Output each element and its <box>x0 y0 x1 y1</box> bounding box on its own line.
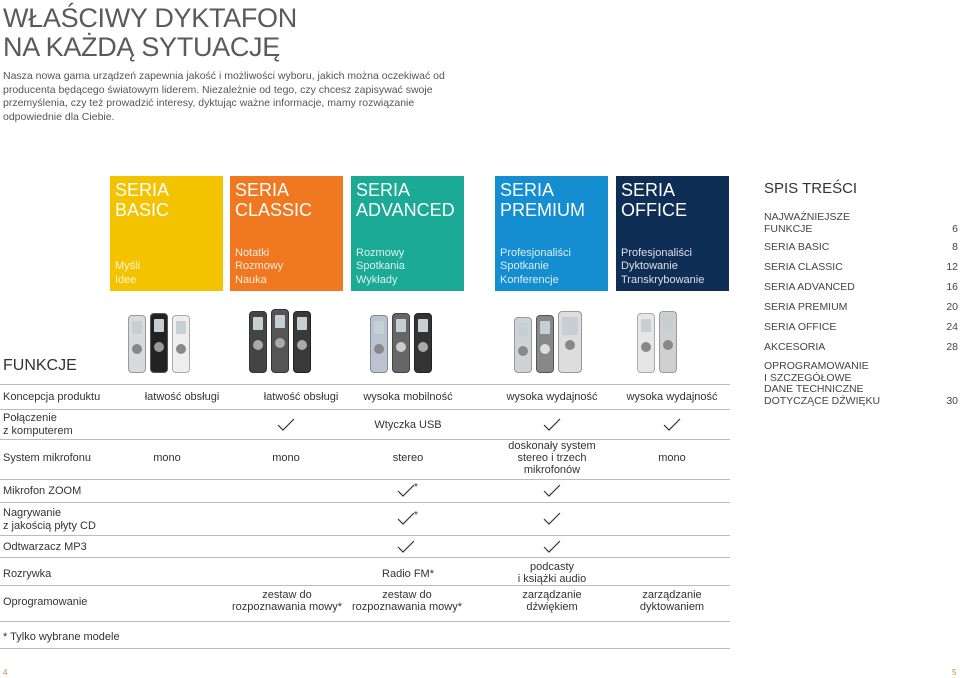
tile-feature: Profesjonaliści <box>621 246 692 259</box>
tile-feature: Rozmowy <box>356 246 405 259</box>
table-row <box>0 384 730 409</box>
series-tile-classic[interactable] <box>230 176 343 291</box>
tile-title-line-1: SERIA <box>356 180 411 200</box>
cell-basic: mono <box>153 452 181 464</box>
cell-advanced: Radio FM* <box>382 568 434 580</box>
table-row <box>0 557 730 585</box>
row-label: System mikrofonu <box>3 452 92 464</box>
tile-feature: Spotkanie <box>500 260 549 272</box>
toc-item-label: SERIA BASIC <box>764 240 830 253</box>
toc-item[interactable] <box>764 211 958 235</box>
cell-line: rozpoznawania mowy* <box>231 601 343 613</box>
cell-advanced: wysoka mobilność <box>363 391 453 403</box>
toc-item-label: DOTYCZĄCE DŹWIĘKU <box>764 394 881 407</box>
row-label-line: z jakością płyty CD <box>3 519 96 532</box>
cell-line: zestaw do <box>382 589 432 601</box>
toc-item[interactable] <box>764 281 958 293</box>
check-icon <box>543 484 561 498</box>
toc-item-label: SERIA CLASSIC <box>764 260 843 273</box>
cell-line: zarządzanie <box>522 589 582 601</box>
toc-item-page: 12 <box>946 260 958 273</box>
row-label-line: z komputerem <box>3 424 73 437</box>
tile-feature: Nauka <box>235 273 267 286</box>
series-tile-premium[interactable] <box>495 176 608 291</box>
page-title <box>3 4 297 62</box>
row-label: Rozrywka <box>3 568 52 580</box>
tile-feature: Konferencje <box>500 273 559 286</box>
cell-line: zarządzanie <box>642 589 702 601</box>
footnote: * Tylko wybrane modele <box>3 631 120 643</box>
tile-features <box>235 247 283 288</box>
row-label: Oprogramowanie <box>3 596 88 608</box>
tile-features <box>356 247 405 288</box>
features-heading: FUNKCJE <box>3 357 77 374</box>
device-image-basic <box>128 307 190 373</box>
check-icon <box>397 512 415 526</box>
toc-item[interactable] <box>764 341 958 353</box>
cell-premium <box>522 589 581 613</box>
tile-title-line-1: SERIA <box>115 180 170 200</box>
tile-title-line-2: OFFICE <box>621 200 687 220</box>
toc-item-label: FUNKCJE <box>764 222 813 235</box>
cell-classic <box>232 589 342 613</box>
toc-item-page: 24 <box>946 320 958 333</box>
device-image-premium <box>514 307 582 373</box>
toc-item-label: OPROGRAMOWANIE <box>764 360 869 372</box>
table-row <box>0 535 730 557</box>
cell-basic: łatwość obsługi <box>144 391 220 403</box>
row-label: Odtwarzacz MP3 <box>3 541 87 553</box>
cell-line: stereo i trzech <box>517 452 587 464</box>
page-title-line-1: WŁAŚCIWY DYKTAFON <box>3 3 297 33</box>
row-label-line: Połączenie <box>3 412 57 424</box>
check-icon <box>277 418 295 432</box>
series-tile-basic[interactable] <box>110 176 223 291</box>
cell-line: dźwiękiem <box>526 601 578 613</box>
cell-classic: mono <box>272 452 300 464</box>
table-row <box>0 585 730 617</box>
table-row <box>0 479 730 502</box>
toc-item-label: NAJWAŻNIEJSZE <box>764 211 850 223</box>
tile-title-line-2: PREMIUM <box>500 200 585 220</box>
device-image-office <box>637 307 677 373</box>
cell-premium <box>508 440 595 476</box>
tile-feature: Transkrybowanie <box>621 273 705 286</box>
intro-paragraph: Nasza nowa gama urządzeń zapewnia jakość i możliwości wyboru, jakich można oczekiwać od producenta będącego światowym liderem. Niezależnie od tego, czy chcesz zapisywać swoje przemyślenia, czy też prowadzić interesy, dyktując ważne informacje, mamy rozwiązanie odpowiednie dla Ciebie. <box>3 70 445 123</box>
tile-title-line-1: SERIA <box>621 180 676 200</box>
tile-feature: Dyktowanie <box>621 260 678 272</box>
tile-features <box>115 260 140 287</box>
table-row <box>0 409 730 439</box>
tile-feature: Notatki <box>235 246 270 259</box>
cell-advanced: stereo <box>392 452 424 464</box>
tile-feature: Rozmowy <box>235 260 284 272</box>
footnote-marker: * <box>414 482 418 493</box>
tile-features <box>621 247 704 288</box>
device-image-classic <box>249 307 311 373</box>
toc-item[interactable] <box>764 241 958 253</box>
row-label-line: Nagrywanie <box>3 507 62 519</box>
cell-premium <box>518 561 586 585</box>
device-image-advanced <box>370 307 432 373</box>
cell-advanced: Wtyczka USB <box>374 419 442 431</box>
row-label: Koncepcja produktu <box>3 391 101 403</box>
row-label <box>3 507 96 532</box>
cell-premium: wysoka wydajność <box>506 391 598 403</box>
toc-item-label: I SZCZEGÓŁOWE <box>764 371 852 384</box>
check-icon <box>543 540 561 554</box>
row-label: Mikrofon ZOOM <box>3 485 82 497</box>
toc-item[interactable] <box>764 301 958 313</box>
series-tile-advanced[interactable] <box>351 176 464 291</box>
cell-line: i książki audio <box>517 573 587 585</box>
cell-line: rozpoznawania mowy* <box>351 601 463 613</box>
footer-rule <box>0 648 730 649</box>
toc-item[interactable] <box>764 361 958 407</box>
table-of-contents <box>764 180 958 407</box>
tile-feature: Wykłady <box>356 273 398 286</box>
tile-features <box>500 247 571 288</box>
check-icon <box>543 512 561 526</box>
tile-feature: Spotkania <box>356 260 405 272</box>
page-title-line-2: NA KAŻDĄ SYTUACJĘ <box>3 32 280 62</box>
tile-title-line-1: SERIA <box>235 180 290 200</box>
row-label <box>3 412 73 437</box>
toc-item-page: 8 <box>952 240 958 253</box>
toc-item-page: 16 <box>946 280 958 293</box>
tile-feature: Profesjonaliści <box>500 246 571 259</box>
tile-title-line-2: CLASSIC <box>235 200 313 220</box>
table-row <box>0 502 730 535</box>
toc-item-label: SERIA OFFICE <box>764 320 837 333</box>
tile-feature: Idee <box>115 273 137 286</box>
cell-line: dyktowaniem <box>639 601 705 613</box>
cell-line: podcasty <box>529 561 575 573</box>
cell-line: zestaw do <box>262 589 312 601</box>
toc-title: SPIS TREŚCI <box>764 180 858 197</box>
cell-office: wysoka wydajność <box>626 391 718 403</box>
cell-office: mono <box>658 452 686 464</box>
toc-item-page: 6 <box>952 222 958 235</box>
check-icon <box>663 418 681 432</box>
cell-line: mikrofonów <box>523 464 581 476</box>
cell-advanced <box>352 589 462 613</box>
footnote-marker: * <box>414 510 418 521</box>
series-tile-office[interactable] <box>616 176 729 291</box>
toc-item[interactable] <box>764 261 958 273</box>
toc-item-label: SERIA ADVANCED <box>764 280 855 293</box>
cell-line: doskonały system <box>508 440 596 452</box>
tile-title-line-1: SERIA <box>500 180 555 200</box>
toc-item-label: AKCESORIA <box>764 340 826 353</box>
tile-title-line-2: BASIC <box>115 200 170 220</box>
check-icon <box>543 418 561 432</box>
toc-item-page: 28 <box>946 340 958 353</box>
check-icon <box>397 484 415 498</box>
toc-item[interactable] <box>764 321 958 333</box>
toc-item-page: 30 <box>946 394 958 407</box>
toc-item-page: 20 <box>946 300 958 313</box>
page-number-left: 4 <box>3 668 8 677</box>
toc-item-label: DANE TECHNICZNE <box>764 383 864 395</box>
table-bottom-rule <box>0 621 730 622</box>
check-icon <box>397 540 415 554</box>
table-row <box>0 439 730 479</box>
page-number-right: 5 <box>952 668 957 677</box>
tile-feature: Myśli <box>115 260 141 272</box>
cell-office <box>640 589 704 613</box>
cell-classic: łatwość obsługi <box>263 391 339 403</box>
tile-title-line-2: ADVANCED <box>356 200 455 220</box>
toc-item-label: SERIA PREMIUM <box>764 300 848 313</box>
